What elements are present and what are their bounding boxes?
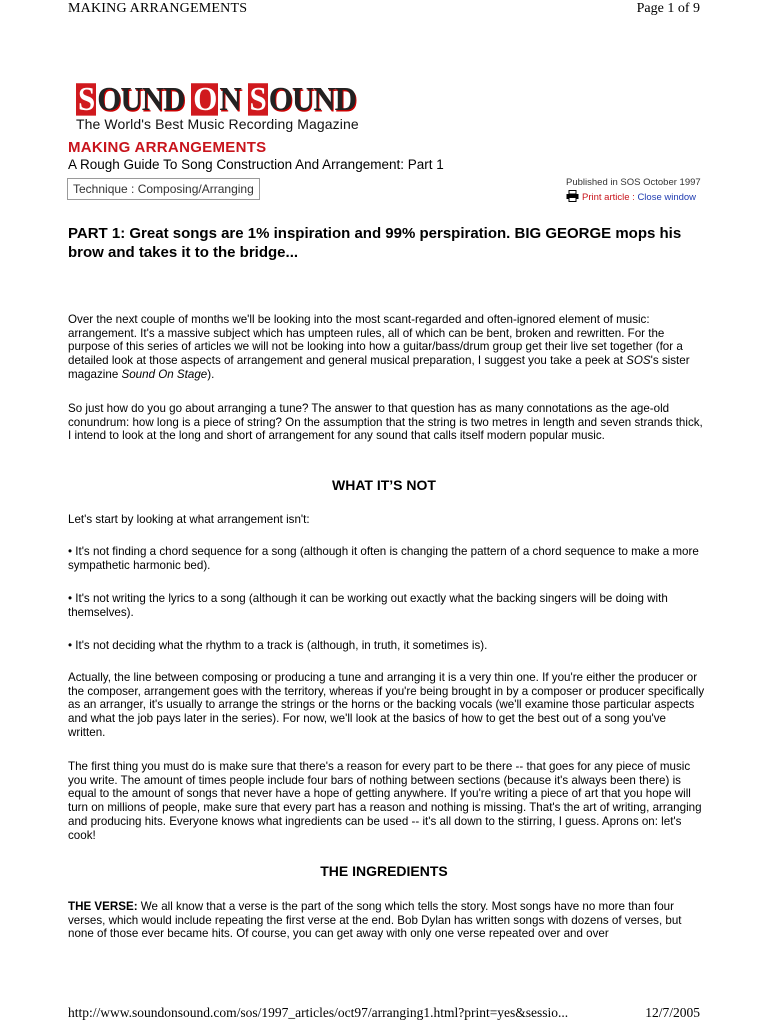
section-heading-ingredients: THE INGREDIENTS [320, 863, 448, 879]
paragraph-intro: Over the next couple of months we'll be looking into the most scant-regarded and often-ignored element of music: arrangement. It's a massive subject which has umpteen rules, all of which can be bent, broken and rewritten. For the purpose of this series of articles we will not be looking into how a guitar/bass/drum group get their live set together (for a detailed look at those aspects of arrangement and general musical preparation, I suggest you take a peek at SOS's sister magazine Sound On Stage). [68, 313, 690, 381]
print-header [68, 1, 700, 17]
article-title: MAKING ARRANGEMENTS [68, 139, 267, 156]
published-info: Published in SOS October 1997 [566, 177, 701, 188]
print-article-link[interactable]: Print article [582, 192, 630, 203]
paragraph-actually: Actually, the line between composing or producing a tune and arranging it is a very thin one. If you're either the producer or the composer, arrangement goes with the territory, whereas if you're being brought in by a composer or producer specifically as an arranger, it's usually to arrange the strings or the horns or the backing vocals (we'll examine those particular aspects and what the job pays later in the series). For now, we'll look at the basics of how to get the best out of a song you've written. [68, 671, 705, 739]
article-subtitle: A Rough Guide To Song Construction And Arrangement: Part 1 [68, 157, 444, 172]
category-label[interactable]: Technique : Composing/Arranging [67, 178, 260, 200]
printer-icon[interactable] [566, 190, 579, 202]
section-heading-what-its-not: WHAT IT’S NOT [332, 477, 436, 493]
article-headline: PART 1: Great songs are 1% inspiration and 99% perspiration. BIG GEORGE mops his brow and takes it to the bridge... [68, 225, 682, 261]
print-header-page: Page 1 of 9 [636, 1, 700, 16]
print-header-title: MAKING ARRANGEMENTS [68, 1, 248, 16]
print-footer [68, 1005, 700, 1021]
bullet-item: • It's not writing the lyrics to a song (although it can be working out exactly what the backing singers will be doing with themselves). [68, 592, 668, 619]
bullet-item: • It's not deciding what the rhythm to a track is (although, in truth, it sometimes is). [68, 639, 488, 652]
footer-date: 12/7/2005 [645, 1005, 700, 1020]
footer-url: http://www.soundonsound.com/sos/1997_articles/oct97/arranging1.html?print=yes&sessio... [68, 1005, 569, 1020]
sound-on-sound-logo [76, 80, 359, 136]
paragraph-verse: THE VERSE: We all know that a verse is the part of the song which tells the story. Most songs have no more than four verses, which would include repeating the first verse at the end. Bob Dylan has written songs with dozens of verses, but none of those ever became hits. Of course, you can get away with only one verse repeated over and over [68, 900, 682, 941]
paragraph-string: So just how do you go about arranging a tune? The answer to that question has as many connotations as the age-old conundrum: how long is a piece of string? On the assumption that the string is two metres in length and seven strands thick, I intend to look at the long and short of arrangement for any sound that calls itself modern popular music. [68, 402, 703, 443]
bullet-item: • It's not finding a chord sequence for a song (although it often is changing the pattern of a chord sequence to make a more sympathetic harmonic bed). [68, 545, 699, 572]
article-actions [566, 190, 696, 203]
logo-wordmark: SOUND ON SOUND [78, 80, 357, 118]
link-separator: : [632, 192, 635, 203]
close-window-link[interactable]: Close window [637, 192, 697, 203]
logo-tagline: The World's Best Music Recording Magazine [76, 116, 359, 132]
paragraph-lets-start: Let's start by looking at what arrangement isn't: [68, 513, 310, 526]
paragraph-first-thing: The first thing you must do is make sure that there's a reason for every part to be there -- that goes for any piece of music you write. The amount of times people include four bars of nothing between sections (because it's always been there) is equal to the amount of songs that never have a hope of getting anywhere. If you're writing a piece of art that you hope will turn on millions of people, make sure that every part has a reason and nothing is missing. That's the art of writing, arranging and producing hits. Everyone knows what ingredients can be used -- it's all down to the stirring, I guess. Aprons on: let's cook! [68, 760, 702, 842]
